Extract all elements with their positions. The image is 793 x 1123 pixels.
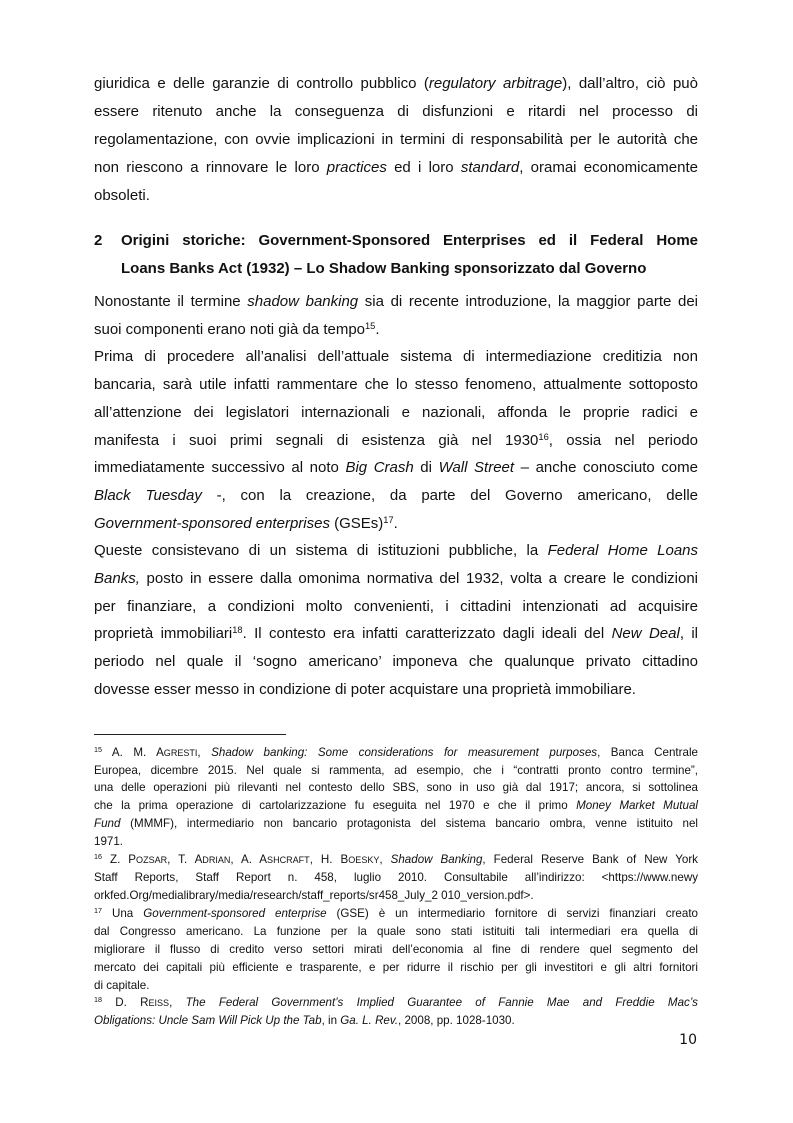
text-segment: proprietà immobiliari [94,625,233,642]
body-line [94,486,698,506]
footnote-line [94,763,698,778]
text-segment: A. M. A [102,746,164,759]
text-segment: (GSE) è un intermediario fornitore di servizi finanziari creato [326,907,698,920]
text-segment: essere ritenuto anche la conseguenza di disfunzioni e ritardi nel processo di [94,103,698,120]
text-segment: . [393,515,398,532]
intro-line [94,158,698,178]
text-segment: 1971. [94,835,124,848]
footnote-line [94,834,123,849]
intro-line [94,186,150,206]
italic-text: standard [460,159,520,176]
text-segment: , [169,996,186,1009]
text-segment: , ossia nel periodo [548,432,699,449]
text-segment: D. R [102,996,149,1009]
text-segment: Nonostante il termine [94,293,248,310]
text-segment: periodo nel quale il ‘sogno americano’ imponeva che qualunque privato cittadino [94,653,698,670]
body-line [94,458,698,478]
text-segment: non riescono a rinnovare le loro [94,159,327,176]
section-title-line-1: Origini storiche: Government-Sponsored Enterprises ed il Federal Home [121,232,698,249]
text-segment: dovesse esser messo in condizione di poter acquistare una proprietà immobiliare. [94,681,636,698]
italic-text: Banks, [94,570,140,587]
text-segment: manifesta i suoi primi segnali di esistenza già nel 1930 [94,432,539,449]
text-segment: Prima di procedere all’analisi dell’attuale sistema di intermediazione creditizia non [94,348,698,365]
body-line [94,597,698,617]
text-segment: -, con la creazione, da parte del Governo americano, delle [201,487,698,504]
text-segment: , [379,853,391,866]
text-segment: , Federal Reserve Bank of New York [482,853,698,866]
footnote-ref: 16 [538,431,549,442]
text-segment: (GSEs) [329,515,384,532]
footnote-line [94,978,149,993]
text-segment: sia di recente introduzione, la maggior parte dei [358,293,698,310]
italic-text: The Federal Government’s Implied Guarantee of Fannie Mae and Freddie Mac’s [185,996,698,1009]
text-segment: , [197,746,212,759]
text-segment: SHCRAFT [267,855,310,865]
text-segment: . Il contesto era infatti caratterizzato dagli ideali del [242,625,612,642]
footnote-ref: 16 [94,852,102,862]
intro-line [94,102,698,122]
text-segment: DRIAN [202,855,231,865]
italic-text: Money Market Mutual [576,799,698,812]
italic-text: Government-sponsored enterprises [94,515,330,532]
intro-line [94,74,698,94]
text-segment: – anche conosciuto come [514,459,698,476]
text-segment: , il [679,625,699,642]
text-segment: OZSAR [136,855,168,865]
footnote-line [94,924,698,939]
text-segment: orkfed.Org/medialibrary/media/research/staff_reports/sr458_July_2 010_version.pdf>. [94,889,534,902]
text-segment: Z. P [102,853,137,866]
footnote-line [94,995,698,1011]
text-segment: (MMMF), intermediario non bancario protagonista del sistema bancario ombra, venne istituito nel [120,817,698,830]
text-segment: , oramai economicamente [519,159,698,176]
footnote-line [94,942,698,957]
text-segment: immediatamente successivo al noto [94,459,346,476]
footnote-separator [94,734,286,735]
italic-text: Government-sponsored enterprise [143,907,327,920]
footnote-line [94,798,698,813]
text-segment: una delle operazioni più rilevanti nel contesto dello SBS, sono in uso già dal 1917; ancora, si sottolinea [94,781,698,794]
text-segment: migliorare il flusso di credito verso settori mirati dell’economia al fine di rendere quel segmento del [94,943,698,956]
text-segment: . [375,321,380,338]
footnote-line [94,960,698,975]
italic-text: Black Tuesday [94,487,202,504]
footnote-line [94,1013,515,1028]
text-segment: , H. B [309,853,349,866]
section-number: 2 [94,232,103,249]
italic-text: Obligations: Uncle Sam Will Pick Up the Tab [94,1014,322,1027]
text-segment: mercato dei capitali più efficiente e trasparente, e per ridurre il rischio per gli investitori e gli altri fornitori [94,961,698,974]
text-segment: , T. A [167,853,203,866]
text-segment: all’attenzione dei legislatori internazionali e nazionali, affonda le proprie radici e [94,404,698,421]
italic-text: Fund [94,817,121,830]
italic-text: practices [326,159,387,176]
italic-text: Shadow banking: Some considerations for measurement purposes [211,746,598,759]
italic-text: Wall Street [438,459,515,476]
italic-text: Shadow Banking [390,853,483,866]
body-line [94,569,698,589]
intro-line [94,130,698,150]
text-segment: Una [102,907,144,920]
footnote-line [94,888,534,903]
text-segment: giuridica e delle garanzie di controllo pubblico ( [94,75,429,92]
footnote-line [94,816,698,831]
text-segment: Europea, dicembre 2015. Nel quale si rammenta, ad esempio, che i “contratti pronto contro termine”, [94,764,698,777]
body-line [94,320,380,340]
footnote-ref: 17 [383,514,394,525]
footnote-line [94,745,698,761]
body-line [94,541,698,561]
footnote-ref: 17 [94,906,102,916]
italic-text: New Deal [611,625,680,642]
body-line [94,431,698,451]
text-segment: posto in essere dalla omonima normativa del 1932, volta a creare le condizioni [139,570,698,587]
text-segment: regolamentazione, con ovvie implicazioni in termini di responsabilità per le autorità che [94,131,698,148]
footnote-ref: 15 [94,745,102,755]
text-segment: Staff Reports, Staff Report n. 458, luglio 2010. Consultabile all’indirizzo: <https://www.newy [94,871,698,884]
text-segment: che la prima operazione di cartolarizzazione fu eseguita nel 1970 e che il primo [94,799,577,812]
italic-text: Big Crash [345,459,414,476]
text-segment: di capitale. [94,979,150,992]
text-segment: per finanziare, a condizioni molto convenienti, i cittadini intenzionati ad acquisire [94,598,698,615]
text-segment: OESKY [348,855,380,865]
footnote-line [94,870,698,885]
text-segment: , Banca Centrale [597,746,698,759]
page-number: 10 [679,1032,697,1048]
text-segment: di [413,459,439,476]
italic-text: Federal Home Loans [547,542,699,559]
footnote-line [94,906,698,921]
text-segment: suoi componenti erano noti già da tempo [94,321,366,338]
footnote-ref: 18 [94,995,102,1005]
text-segment: Queste consistevano di un sistema di istituzioni pubbliche, la [94,542,548,559]
text-segment: , A. A [230,853,268,866]
body-line [94,652,698,672]
text-segment: ed i loro [386,159,461,176]
footnote-line [94,780,698,795]
footnote-line [94,852,698,868]
section-title-line-2: Loans Banks Act (1932) – Lo Shadow Banking sponsorizzato dal Governo [121,260,647,277]
body-line [94,624,698,644]
italic-text: regulatory arbitrage [428,75,563,92]
italic-text: shadow banking [247,293,359,310]
text-segment: bancaria, sarà utile infatti rammentare che lo stesso fenomeno, attualmente sottoposto [94,376,698,393]
italic-text: Ga. L. Rev. [340,1014,399,1027]
text-segment: GRESTI [163,748,198,758]
body-line [94,403,698,423]
body-line [94,680,636,700]
text-segment: , in [321,1014,341,1027]
footnote-ref: 15 [365,320,376,331]
body-line [94,375,698,395]
text-segment: , 2008, pp. 1028-1030. [398,1014,515,1027]
body-line [94,292,698,312]
body-line [94,514,398,534]
text-segment: dal Congresso americano. La funzione per la quale sono stati istituiti tali intermediari era quella di [94,925,698,938]
body-line [94,347,698,367]
text-segment: obsoleti. [94,187,150,204]
text-segment: EISS [148,998,170,1008]
footnote-ref: 18 [232,624,243,635]
text-segment: ), dall’altro, ciò può [562,75,698,92]
